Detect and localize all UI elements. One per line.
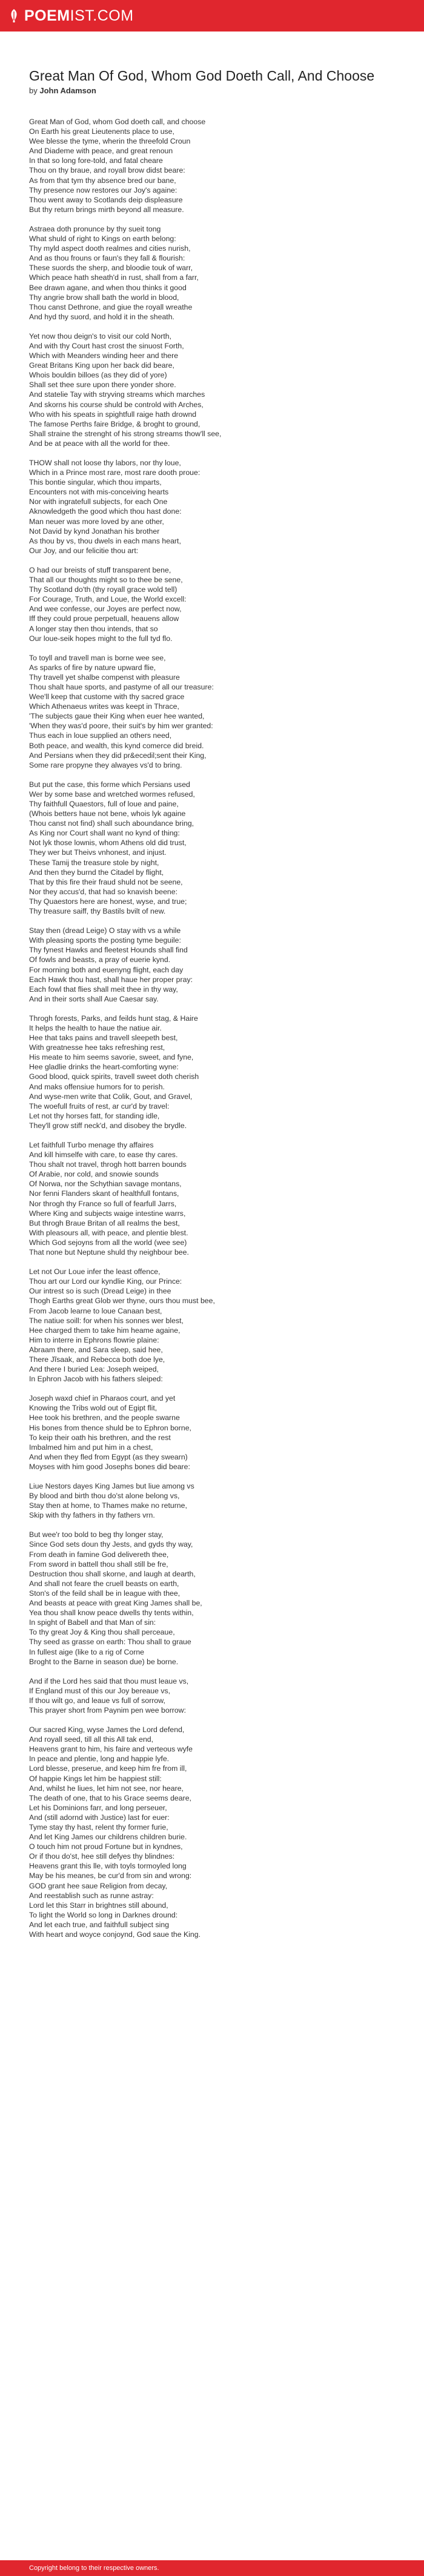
poem-line: They wer but Theivs vnhonest, and injust. xyxy=(29,848,167,857)
poem-line: Great Britans King upon her back did beare, xyxy=(29,361,174,370)
stanza xyxy=(29,458,403,556)
poem-line: Which God sejoyns from all the world (wee see) xyxy=(29,1238,187,1247)
poem-line: And skorns his course shuld be controld with Arches, xyxy=(29,400,204,409)
poem-line: Good blood, quick spirits, travell sweet doth cherish xyxy=(29,1072,199,1081)
site-footer xyxy=(0,2560,424,2576)
poem-line: Shall straine the strenght of his strong streams thow'll see, xyxy=(29,429,222,438)
poem-line: And shall not feare the cruell beasts on earth, xyxy=(29,1579,179,1588)
poem-line: These suords the sherp, and bloodie touk of warr, xyxy=(29,264,193,273)
poem-line: Or if thou do'st, hee still defyes thy blindnes: xyxy=(29,1852,175,1861)
poem-line: THOW shall not loose thy labors, nor thy loue, xyxy=(29,459,181,467)
poem-line: The natiue soill: for when his sonnes wer blest, xyxy=(29,1316,184,1325)
poem-line: Our Joy, and our felicitie thou art: xyxy=(29,546,139,555)
poem-line: With heart and woyce conjoynd, God saue the King. xyxy=(29,1930,200,1939)
poem-line: Broght to the Barne in season due) be borne. xyxy=(29,1657,179,1666)
poem-line: Thou art our Lord our kyndlie King, our Prince: xyxy=(29,1277,182,1286)
poem-line: Each Hawk thou hast, shall haue her proper pray: xyxy=(29,975,193,984)
poem-line: And royall seed, till all this All tak end, xyxy=(29,1735,154,1744)
poem-line: In that so long fore-told, and fatal cheare xyxy=(29,156,163,165)
poem-line: Nor throgh thy France so full of fearfull Jarrs, xyxy=(29,1199,177,1208)
poem-line: For Courage, Truth, and Loue, the World excell: xyxy=(29,595,187,604)
poem-line: As thou by vs, thou dwels in each mans heart, xyxy=(29,536,181,545)
poem-line: Thou shalt haue sports, and pastyme of all our treasure: xyxy=(29,682,214,691)
poem-line: The famose Perths faire Bridge, & broght to ground, xyxy=(29,419,200,428)
poem-line: And when they fled from Egypt (as they swearn) xyxy=(29,1452,188,1461)
poem-line: To thy great Joy & King thou shall perceaue, xyxy=(29,1628,175,1637)
poem-line: His bones from thence shuld be to Ephron borne, xyxy=(29,1423,191,1432)
poem-line: That all our thoughts might so to thee be sene, xyxy=(29,576,183,585)
poem-line: Let not thy horses fatt, for standing idle, xyxy=(29,1111,160,1120)
poem-line: Which Athenaeus writes was keept in Thrace, xyxy=(29,702,179,711)
poem-line: The death of one, that to his Grace seems deare, xyxy=(29,1793,191,1802)
poem-line: Encounters not with mis-conceiving hearts xyxy=(29,488,169,497)
poem-line: Hee charged them to take him heame againe, xyxy=(29,1326,181,1335)
poem-line: Imbalmed him and put him in a chest, xyxy=(29,1442,153,1452)
poem-line: If thou wilt go, and leaue vs full of sorrow, xyxy=(29,1696,165,1705)
poem-line: Wee'll keep that custome with thy sacred grace xyxy=(29,692,185,702)
poem-line: As King nor Court shall want no kynd of thing: xyxy=(29,829,180,838)
site-header xyxy=(0,0,424,32)
poem-line: Thy angrie brow shall bath the world in blood, xyxy=(29,293,179,302)
poem-line: Each fowl that flies shall meit thee in thy way, xyxy=(29,984,178,994)
poem-line: With pleasing sports the posting tyme beguile: xyxy=(29,936,181,945)
poem-line: And let King James our childrens children burie. xyxy=(29,1833,187,1842)
poem-line: If England must of this our Joy bereaue vs, xyxy=(29,1686,171,1695)
poem-line: And Diademe with peace, and great renoun xyxy=(29,147,173,156)
poem-line: As sparks of fire by nature upward flie, xyxy=(29,663,156,672)
stanza xyxy=(29,1393,403,1472)
stanza xyxy=(29,1267,403,1384)
poem-line: Of Arabie, nor cold, and snowie sounds xyxy=(29,1170,159,1179)
poem-line: Not David by kynd Jonathan his brother xyxy=(29,526,160,536)
poem-line: Nor they accus'd, that had so knavish beene: xyxy=(29,887,178,896)
poem-line: But wee'r too bold to beg thy longer stay, xyxy=(29,1530,164,1539)
poem-line: Of happie Kings let him be happiest still: xyxy=(29,1774,162,1783)
poem-line: To light the World so long in Darknes dround: xyxy=(29,1910,178,1919)
poem-line: Our loue-seik hopes might to the full tyd flo. xyxy=(29,634,173,643)
poem-line: Thy seed as grasse on earth: Thou shall to graue xyxy=(29,1638,191,1647)
stanza xyxy=(29,331,403,448)
poem-line: Where King and subjects waige intestine warrs, xyxy=(29,1209,186,1218)
poem-line: Hee gladlie drinks the heart-comforting wyne: xyxy=(29,1063,179,1072)
stanza xyxy=(29,565,403,643)
poem-line: These Tamij the treasure stole by night, xyxy=(29,858,159,867)
author-link[interactable]: John Adamson xyxy=(39,86,96,95)
poem-line: But throgh Braue Britan of all realms the best, xyxy=(29,1218,180,1227)
poem-line: And if the Lord hes said that thou must leaue vs, xyxy=(29,1676,189,1685)
poem-line: From sword in battell thou shall still be fre, xyxy=(29,1559,168,1569)
copyright-text: Copyright belong to their respective owners. xyxy=(29,2564,159,2572)
poem-line: And reestablish such as runne astray: xyxy=(29,1891,154,1900)
poem-line: And there I buried Lea: Joseph weiped, xyxy=(29,1365,159,1374)
poem-line: Hee that taks pains and travell sleepeth best, xyxy=(29,1034,178,1043)
poem-line: And let each true, and faithfull subject sing xyxy=(29,1920,170,1929)
poem-line: Thogh Earths great Glob wer thyne, ours thou must bee, xyxy=(29,1296,215,1306)
poem-line: Thou on thy braue, and royall brow didst beare: xyxy=(29,166,185,175)
poem-line: Thy travell yet shalbe compenst with pleasure xyxy=(29,672,180,682)
poem-line: Since God sets doun thy Jests, and gyds thy way, xyxy=(29,1540,193,1549)
poem-line: Heavens grant to him, his faire and verteous wyfe xyxy=(29,1745,193,1754)
poem-line: This prayer short from Paynim pen wee borrow: xyxy=(29,1705,187,1715)
poem-line: Thy Quaestors here are honest, wyse, and true; xyxy=(29,897,187,906)
poem-line: Iff they could proue perpetuall, heauens allow xyxy=(29,614,179,623)
stanza xyxy=(29,926,403,1004)
poem-line: Thy faithfull Quaestors, full of loue and paine, xyxy=(29,800,179,808)
stanza xyxy=(29,1481,403,1520)
poem-line: O had our breists of stuff transparent bene, xyxy=(29,565,171,574)
poem-line: And, whilst he liues, let him not see, nor heare, xyxy=(29,1784,184,1793)
poem-line: But put the case, this forme which Persians used xyxy=(29,780,190,789)
poem-line: Thou canst not find) shall such aboundance bring, xyxy=(29,819,194,828)
poem-body xyxy=(29,117,403,1939)
poem-line: Thy treasure saiff, thy Bastils bvilt of new. xyxy=(29,907,166,916)
poem-line: May be his meanes, be cur'd from sin and wrong: xyxy=(29,1871,192,1881)
poem-line: Let faithfull Turbo menage thy affaires xyxy=(29,1141,154,1149)
poem-line: And maks offensiue humors for to perish. xyxy=(29,1082,165,1091)
poem-line: Thou canst Dethrone, and giue the royall wreathe xyxy=(29,302,193,311)
poem-title: Great Man Of God, Whom God Doeth Call, And Choose xyxy=(29,68,375,84)
poem-line: Skip with thy fathers in thy fathers vrn. xyxy=(29,1511,155,1520)
poem-line: And kill himselfe with care, to ease thy cares. xyxy=(29,1150,178,1160)
poem-line: And beasts at peace with great King James shall be, xyxy=(29,1599,202,1608)
poem-line: (Whois betters haue not bene, whois lyk againe xyxy=(29,809,186,818)
poem-line: And with thy Court hast crost the sinuost Forth, xyxy=(29,341,184,350)
poem-line: Which with Meanders winding heer and there xyxy=(29,351,179,360)
poem-line: Our intrest so is such (Dread Leige) in thee xyxy=(29,1287,171,1296)
poem-line: Thy myld aspect dooth realmes and cities nurish, xyxy=(29,244,191,253)
stanza xyxy=(29,1530,403,1666)
poem-line: Nor fenni Flanders skant of healthfull fontans, xyxy=(29,1189,179,1198)
poem-line: And in their sorts shall Aue Caesar say. xyxy=(29,994,159,1003)
poem-line: Nor with ingratefull subjects, for each One xyxy=(29,497,168,506)
poem-line: Wee blesse the tyme, wherin the threefold Croun xyxy=(29,137,191,146)
stanza xyxy=(29,1014,403,1130)
poem-line: Great Man of God, whom God doeth call, and choose xyxy=(29,118,206,126)
poem-line: Stay then (dread Leige) O stay with vs a while xyxy=(29,926,181,935)
poem-line: Astraea doth pronunce by thy sueit tong xyxy=(29,224,161,233)
poem-line: And as thou frouns or faun's they fall & flourish: xyxy=(29,254,185,263)
poem-line: The woefull fruits of rest, ar cur'd by travel: xyxy=(29,1101,170,1110)
poem-line: Moyses with him good Josephs bones did beare: xyxy=(29,1462,190,1471)
poem-line: In fullest aige (like to a rig of Corne xyxy=(29,1647,145,1656)
poem-line: Some rare propyne they alwayes vs'd to bring. xyxy=(29,760,182,769)
poem-line: Thy presence now restores our Joy's againe: xyxy=(29,185,177,194)
poem-line: Of fowls and beasts, a pray of euerie kynd. xyxy=(29,955,171,964)
poem-line: Shall set thee sure upon there yonder shore. xyxy=(29,380,176,390)
poem-line: And wyse-men write that Colik, Gout, and Gravel, xyxy=(29,1092,193,1101)
poem-line: In Ephron Jacob with his fathers sleiped: xyxy=(29,1375,163,1384)
poem-line: Wer by some base and wretched wormes refused, xyxy=(29,789,195,798)
poem-line: And wee confesse, our Joyes are perfect now, xyxy=(29,605,182,614)
poem-line: Thy Scotland do'th (thy royall grace wold tell) xyxy=(29,585,177,594)
poem-line: Who with his speats in spightfull raige hath drownd xyxy=(29,410,197,419)
poem-line: Which peace hath sheath'd in rust, shall from a farr, xyxy=(29,273,199,282)
poem-line: Of Norwa, nor the Schythian savage montans, xyxy=(29,1180,182,1189)
poem-line: To keip their oath his brethren, and the rest xyxy=(29,1433,171,1442)
stanza xyxy=(29,1140,403,1257)
poem-line: It helps the health to haue the natiue air. xyxy=(29,1023,162,1032)
poem-line: In spight of Babell and that Man of sin: xyxy=(29,1618,156,1627)
poem-line: Joseph waxd chief in Pharaos court, and yet xyxy=(29,1394,176,1403)
poem-line: There Jĩsaak, and Rebecca both doe lye, xyxy=(29,1355,165,1364)
poem-line: Lord blesse, preserue, and keep him fre from ill, xyxy=(29,1764,187,1773)
poem-line: 'The subjects gaue their King when euer hee wanted, xyxy=(29,712,205,721)
poem-line: With greatnesse hee taks refreshing rest, xyxy=(29,1043,165,1052)
poem-line: From Jacob learne to loue Canaan best, xyxy=(29,1306,162,1315)
poem-line: That by this fire their fraud shuld not be seene, xyxy=(29,877,183,886)
poem-line: His meate to him seems savorie, sweet, and fyne, xyxy=(29,1053,194,1062)
stanza xyxy=(29,117,403,214)
poem-line: Throgh forests, Parks, and feilds hunt stag, & Haire xyxy=(29,1014,198,1023)
poem-line: Aknowledgeth the good which thou hast done: xyxy=(29,507,182,516)
stanza xyxy=(29,1725,403,1939)
poem-line: And be at peace with all the world for thee. xyxy=(29,439,170,448)
poem-line: O touch him not proud Fortune but in kyndnes, xyxy=(29,1842,183,1851)
poem-line: Let his Dominions farr, and long perseuer, xyxy=(29,1803,167,1812)
poem-line: Destruction thou shall skorne, and laugh at dearth, xyxy=(29,1569,196,1578)
logo-text-poem: POEM xyxy=(24,7,70,24)
poem-line: What shuld of right to Kings on earth belong: xyxy=(29,234,176,244)
stanza xyxy=(29,224,403,322)
poem-line: And then they burnd the Citadel by flight, xyxy=(29,868,164,877)
poem-line: Yet now thou deign's to visit our cold North, xyxy=(29,331,171,340)
poem-line: As from that tym thy absence bred our bane, xyxy=(29,176,176,185)
poem-line: Knowing the Tribs wold out of Egipt flit, xyxy=(29,1404,157,1413)
poem-line: Both peace, and wealth, this kynd comerce did breid. xyxy=(29,741,204,750)
stanza xyxy=(29,1676,403,1715)
poem-line: For morning both and euenyng flight, each day xyxy=(29,965,184,974)
poem-line: Thou went away to Scotlands deip displeasure xyxy=(29,195,183,204)
poem-line: And Persians when they did pr&ecedil;sent their King, xyxy=(29,751,207,760)
poem-line: Thy fynest Hawks and fleetest Hounds shall find xyxy=(29,946,188,955)
poem-line: That none but Neptune shuld thy neighbour bee. xyxy=(29,1248,189,1257)
poem-line: Thus each in loue supplied an others need, xyxy=(29,731,172,740)
poem-line: With pleasours all, with peace, and plentie blest. xyxy=(29,1228,188,1237)
poem-line: A longer stay then thou intends, that so xyxy=(29,624,158,633)
poem-content xyxy=(0,32,424,1939)
poem-line: Ston's of the feild shall be in league with thee, xyxy=(29,1588,181,1598)
poem-line: Lord let this Starr in brightnes still abound, xyxy=(29,1900,168,1910)
stanza xyxy=(29,653,403,770)
poem-line: By blood and birth thou do'st alone belong vs, xyxy=(29,1492,180,1501)
poem-line: And (still adornd with Justice) last for euer: xyxy=(29,1813,170,1822)
site-logo[interactable] xyxy=(7,7,134,25)
poem-line: Not lyk those lownis, whom Athens old did trust, xyxy=(29,838,187,848)
poem-line: In peace and plentie, long and happie lyfe. xyxy=(29,1754,170,1764)
poem-line: Thou shalt not travel, throgh hott barren bounds xyxy=(29,1160,187,1169)
poem-line: And hyd thy suord, and hold it in the sheath. xyxy=(29,312,174,321)
poem-line: GOD grant hee saue Religion from decay, xyxy=(29,1881,168,1890)
poem-line: 'When they was'd poore, their suit's by him wer granted: xyxy=(29,722,213,731)
poem-line: Which in a Prince most rare, most rare dooth proue: xyxy=(29,468,200,477)
poem-line: Bee drawn agane, and when thou thinks it good xyxy=(29,283,187,292)
poem-line: This bontie singular, which thou imparts, xyxy=(29,478,162,487)
poem-line: Our sacred King, wyse James the Lord defend, xyxy=(29,1725,185,1734)
poem-line: Yea thou shall know peace dwells thy tents within, xyxy=(29,1608,194,1618)
stanza xyxy=(29,780,403,916)
poem-line: And statelie Tay with stryving streams which marches xyxy=(29,390,205,399)
poem-line: Let not Our Loue infer the least offence, xyxy=(29,1267,161,1276)
quill-pen-icon xyxy=(7,8,21,23)
poem-line: Hee took his brethren, and the people swarne xyxy=(29,1413,180,1422)
poem-line: From death in famine God delivereth thee, xyxy=(29,1550,169,1559)
poem-line: Liue Nestors dayes King James but liue among vs xyxy=(29,1482,194,1490)
byline-prefix: by xyxy=(29,86,40,95)
poem-line: Man neuer was more loved by ane other, xyxy=(29,517,164,526)
poem-line: Stay then at home, to Thames make no returne, xyxy=(29,1501,187,1510)
poem-line: Whois bouldin billoes (as they did of yore) xyxy=(29,371,167,380)
poem-line: They'll grow stiff neck'd, and disobey the brydle. xyxy=(29,1121,187,1130)
poem-line: Him to interre in Ephrons flowrie plaine: xyxy=(29,1335,159,1344)
poem-line: To toyll and travell man is borne wee see, xyxy=(29,653,166,662)
poem-line: But thy return brings mirth beyond all measure. xyxy=(29,205,184,214)
logo-text-ist: IST.COM xyxy=(70,7,134,24)
poem-line: Heavens grant this lle, with toyls tormoyled long xyxy=(29,1862,187,1871)
poem-line: Abraam there, and Sara sleep, said hee, xyxy=(29,1345,163,1354)
poem-line: On Earth his great Lieutenents place to use, xyxy=(29,127,174,136)
poem-line: Tyme stay thy hast, relent thy former furie, xyxy=(29,1823,168,1831)
byline xyxy=(29,86,403,95)
